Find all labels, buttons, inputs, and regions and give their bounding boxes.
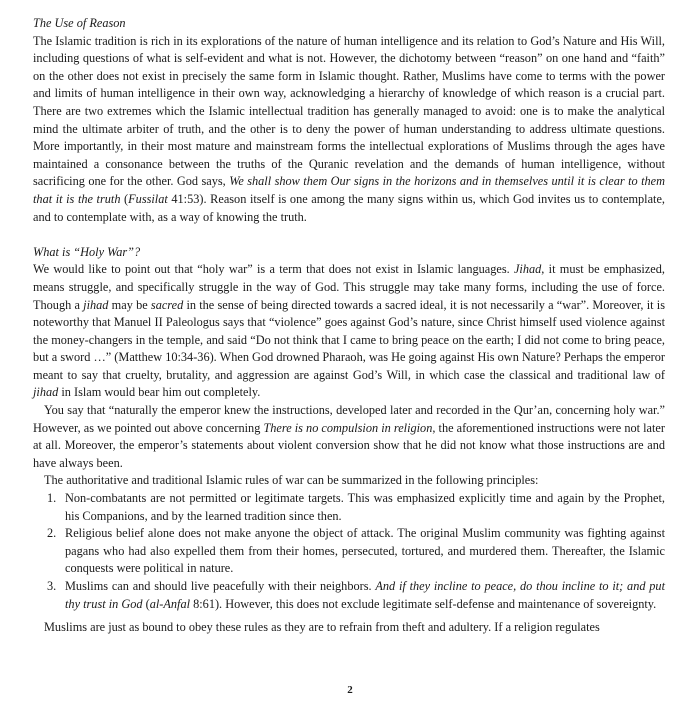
paragraph-use-of-reason: The Islamic tradition is rich in its explorations of the nature of human intelligence and its relation to God’s Nature and His Will, including questions of what is self-evident and what is not. However, the dichotomy between “reason” on one hand and “faith” on the other does not exist in precisely the same form in Islamic thought. Rather, Muslims have come to terms with the power and limits of human intelligence in their own way, acknowledging a hierarchy of knowledge of which reason is a crucial part. There are two extremes which the Islamic intellectual tradition has generally managed to avoid: one is to make the analytical mind the ultimate arbiter of truth, and the other is to deny the power of human understanding to address ultimate questions. More importantly, in their most mature and mainstream forms the intellectual explorations of Muslims through the ages have maintained a consonance between the truths of the Quranic revelation and the demands of human intelligence, without sacrificing one for the other. God says, We shall show them Our signs in the horizons and in themselves until it is clear to them that it is the truth (Fussilat 41:53). Reason itself is one among the many signs within us, which God invites us to contemplate, and to contemplate with, as a way of knowing the truth.	[33, 33, 665, 224]
paragraph-holy-war-1: We would like to point out that “holy war” is a term that does not exist in Islamic languages. Jihad, it must be emphasized, means struggle, and specifically struggle in the way of God. This struggle may take many forms, including the use of force. Though a jihad may be sacred in the sense of being directed towards a sacred ideal, it is not necessarily a “war”. Moreover, it is noteworthy that Manuel II Paleologus says that “violence” goes against God’s nature, since Christ himself used violence against the money-changers in the temple, and said “Do not think that I came to bring peace on the earth; I did not come to bring peace, but a sword …” (Matthew 10:34-36). When God drowned Pharaoh, was He going against His own Nature? Perhaps the emperor meant to say that cruelty, brutality, and aggression are against God’s Will, in which case the classical and traditional law of jihad in Islam would bear him out completely.	[33, 262, 665, 400]
list-item: Religious belief alone does not make anyone the object of attack. The original Muslim community was fighting against pagans who had also expelled them from their homes, persecuted, tortured, and murdered them. Thereafter, the Islamic conquests were political in nature.	[65, 526, 665, 576]
paragraph-holy-war-2: You say that “naturally the emperor knew the instructions, developed later and recorded in the Qur’an, concerning holy war.” However, as we pointed out above concerning There is no compulsion in religion, the aforementioned instructions were not later at all. Moreover, the emperor’s statements about violent conversion show that he did not know what those instructions are and have always been.	[33, 403, 665, 470]
document-page	[33, 15, 665, 637]
paragraph-rules-intro: The authoritative and traditional Islamic rules of war can be summarized in the following principles:	[44, 473, 539, 488]
list-item: Muslims can and should live peacefully with their neighbors. And if they incline to peace, do thou incline to it; and put thy trust in God (al-Anfal 8:61). However, this does not exclude legitimate self-defense and maintenance of sovereignty.	[65, 579, 665, 611]
section-heading-holy-war: What is “Holy War”?	[33, 244, 141, 259]
paragraph-closing: Muslims are just as bound to obey these rules as they are to refrain from theft and adultery. If a religion regulates	[44, 620, 600, 635]
quran-quote: We shall show them Our signs in the horizons and in themselves until it is clear to them that it is the truth	[33, 174, 665, 206]
section-heading-use-of-reason: The Use of Reason	[33, 16, 126, 30]
list-item: Non-combatants are not permitted or legitimate targets. This was emphasized explicitly time and again by the Prophet, his Companions, and by the learned tradition since then.	[65, 491, 665, 523]
page-number: 2	[347, 684, 353, 696]
rules-of-war-list	[33, 490, 665, 613]
